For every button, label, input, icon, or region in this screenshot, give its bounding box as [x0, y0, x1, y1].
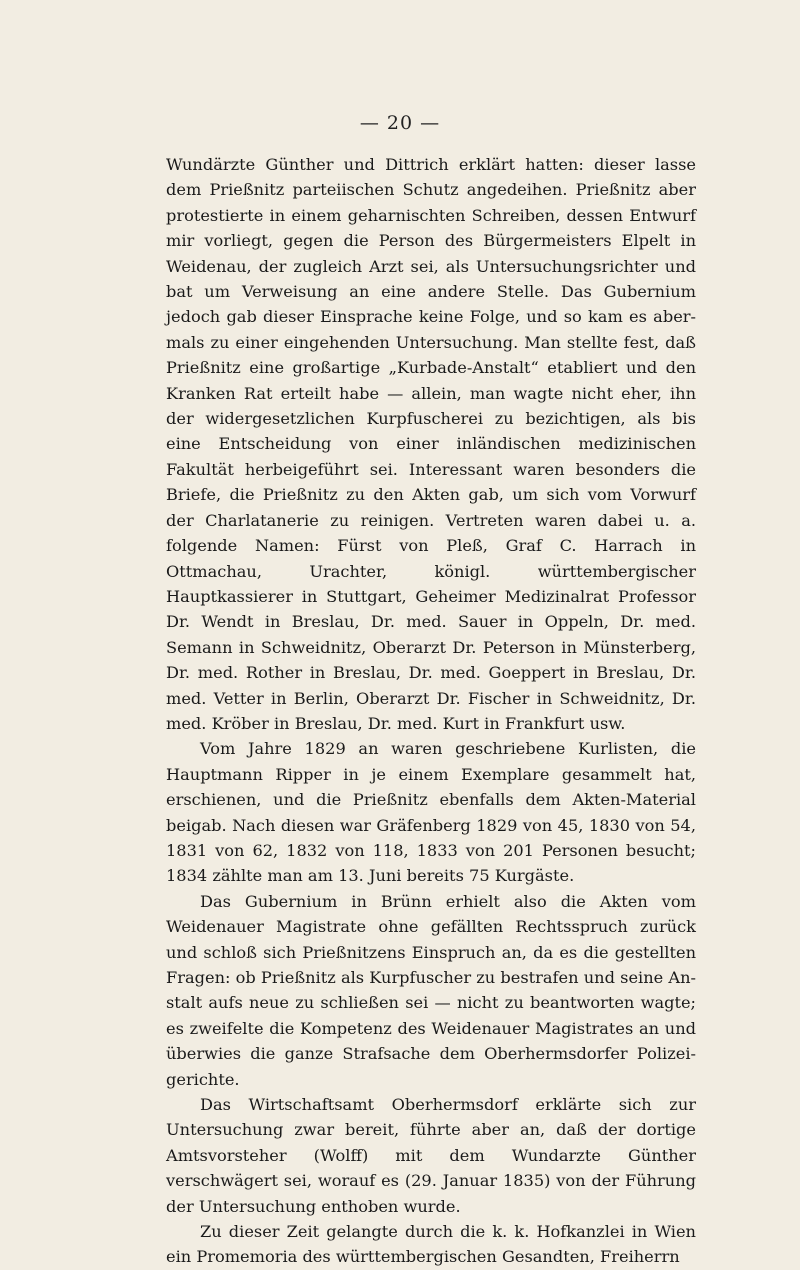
- paragraph: Zu dieser Zeit gelangte durch die k. k. Hofkanzlei in Wien ein Promemoria des württembergischen Gesandten, Freiherrn: [166, 1222, 696, 1267]
- paragraph: Vom Jahre 1829 an waren geschriebene Kurlisten, die Hauptmann Ripper in je einem Exemplare gesammelt hat, erschienen, und die Prießnitz ebenfalls dem Akten-Material beigab. Nach diesen war Gräfenberg 1829 von 45, 1830 von 54, 1831 von 62, 1832 von 118, 1833 von 201 Personen besucht; 1834 zählte man am 13. Juni bereits 75 Kurgäste.: [166, 739, 696, 886]
- paragraph: Wundärzte Günther und Dittrich erklärt hatten: dieser lasse dem Prießnitz parteiischen Schutz angedeihen. Prießnitz aber protestierte in einem geharnischten Schreiben, dessen Entwurf mir vorliegt, gegen die Person des Bürgermeisters Elpelt in Weidenau, der zugleich Arzt sei, als Untersuchungsrichter und bat um Verweisung an eine andere Stelle. Das Gubernium jedoch gab dieser Einsprache keine Folge, und so kam es abermals zu einer eingehenden Untersuchung. Man stellte fest, daß Prießnitz eine großartige „Kurbade-Anstalt“ etabliert und den Kranken Rat erteilt habe — allein, man wagte nicht eher, ihn der widergesetzlichen Kurpfuscherei zu bezichtigen, als bis eine Entscheidung von einer inländischen medizinischen Fakultät herbeigeführt sei. Interessant waren besonders die Briefe, die Prießnitz zu den Akten gab, um sich vom Vorwurf der Charlatanerie zu reinigen. Vertreten waren dabei u. a. folgende Namen: Fürst von Pleß, Graf C. Harrach in Ottmachau, Urachter, königl. württembergischer Hauptkassierer in Stuttgart, Geheimer Medizinalrat Professor Dr. Wendt in Breslau, Dr. med. Sauer in Oppeln, Dr. med. Semann in Schweidnitz, Oberarzt Dr. Peterson in Münsterberg, Dr. med. Rother in Breslau, Dr. med. Goeppert in Breslau, Dr. med. Vetter in Berlin, Oberarzt Dr. Fischer in Schweidnitz, Dr. med. Kröber in Breslau, Dr. med. Kurt in Frankfurt usw.: [166, 155, 696, 733]
- body-text: [166, 152, 696, 1270]
- page-number: — 20 —: [359, 112, 441, 134]
- paragraph: Das Gubernium in Brünn erhielt also die Akten vom Weidenauer Magistrate ohne gefällten Rechtsspruch zurück und schloß sich Prießnitzens Einspruch an, da es die gestellten Fragen: ob Prießnitz als Kurpfuscher zu bestrafen und seine Anstalt aufs neue zu schließen sei — nicht zu beantworten wagte; es zweifelte die Kompetenz des Weidenauer Magistrates an und überwies die ganze Strafsache dem Oberhermsdorfer Polizeigerichte.: [166, 891, 696, 1089]
- paragraph: Das Wirtschaftsamt Oberhermsdorf erklärte sich zur Untersuchung zwar bereit, führte aber an, daß der dortige Amtsvorsteher (Wolff) mit dem Wundarzte Günther verschwägert sei, worauf es (29. Januar 1835) von der Führung der Untersuchung enthoben wurde.: [166, 1095, 696, 1216]
